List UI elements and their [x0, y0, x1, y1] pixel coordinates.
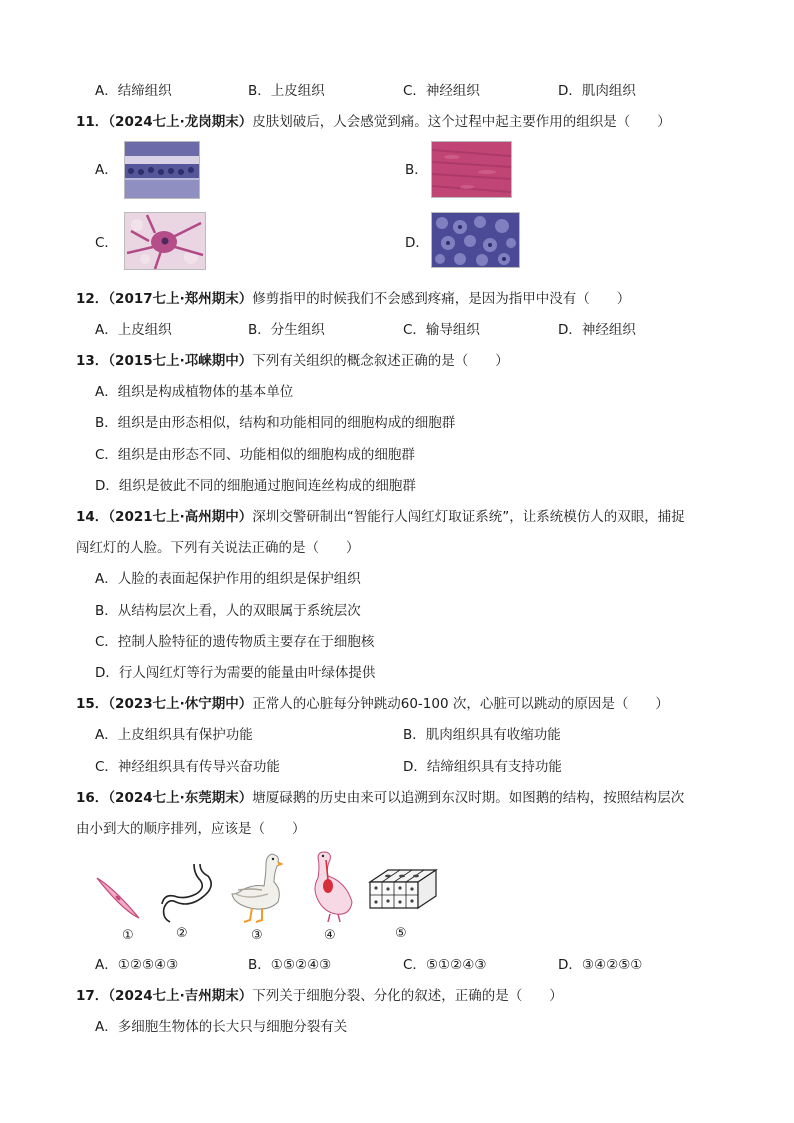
q13-option-a: A．组织是构成植物体的基本单位 [95, 384, 294, 400]
q12-option-a: A．上皮组织 [95, 322, 172, 338]
question-number: 13． [76, 353, 109, 369]
question-text: 皮肤划破后，人会感觉到痛。这个过程中起主要作用的组织是（ ） [252, 114, 671, 130]
question-number: 14． [76, 509, 109, 525]
epithelium-micrograph-icon[interactable] [124, 141, 200, 199]
q16-option-a: A．①②⑤④③ [95, 957, 179, 973]
connective-micrograph-icon[interactable] [431, 212, 520, 268]
q10-option-d: D．肌肉组织 [558, 83, 636, 99]
question-source: （2015七上·邛崃期中） [108, 353, 253, 369]
q16-stem-line2: 由小到大的顺序排列，应该是（ ） [76, 821, 306, 837]
epithelial-tissue-icon [368, 868, 438, 914]
q14-stem-line2: 闯红灯的人脸。下列有关说法正确的是（ ） [76, 540, 360, 556]
question-source: （2023七上·休宁期中） [108, 696, 253, 712]
question-text: 修剪指甲的时候我们不会感到疼痛，是因为指甲中没有（ ） [252, 291, 631, 307]
q17-stem [76, 986, 563, 1006]
question-text: 正常人的心脏每分钟跳动60-100 次，心脏可以跳动的原因是（ ） [252, 696, 669, 712]
q16-figure [94, 850, 440, 946]
figure-label-4: ④ [324, 928, 336, 943]
neuron-micrograph-icon[interactable] [124, 212, 206, 270]
q14-option-d: D．行人闯红灯等行为需要的能量由叶绿体提供 [95, 665, 376, 681]
figure-label-5: ⑤ [395, 926, 407, 941]
q14-option-b: B．从结构层次上看，人的双眼属于系统层次 [95, 603, 361, 619]
q11-stem [76, 112, 671, 132]
q15-stem [76, 694, 669, 714]
q16-option-d: D．③④②⑤① [558, 957, 643, 973]
q17-option-a: A．多细胞生物体的长大只与细胞分裂有关 [95, 1019, 348, 1035]
question-source: （2024七上·龙岗期末） [108, 114, 253, 130]
goose-anatomy-icon [306, 850, 358, 922]
figure-label-1: ① [122, 928, 134, 943]
q13-option-d: D．组织是彼此不同的细胞通过胞间连丝构成的细胞群 [95, 478, 416, 494]
question-text: 下列关于细胞分裂、分化的叙述，正确的是（ ） [252, 988, 563, 1004]
q11-label-a: A． [95, 162, 118, 178]
q10-option-b: B．上皮组织 [248, 83, 325, 99]
q14-option-a: A．人脸的表面起保护作用的组织是保护组织 [95, 571, 361, 587]
question-number: 15． [76, 696, 109, 712]
question-text: 塘厦碌鹅的历史由来可以追溯到东汉时期。如图鹅的结构，按照结构层次 [252, 790, 685, 806]
q12-option-d: D．神经组织 [558, 322, 636, 338]
question-source: （2024七上·东莞期末） [108, 790, 253, 806]
question-number: 16． [76, 790, 109, 806]
q11-label-b: B． [405, 162, 428, 178]
q13-option-c: C．组织是由形态不同、功能相似的细胞构成的细胞群 [95, 447, 415, 463]
q16-option-c: C．⑤①②④③ [403, 957, 487, 973]
q15-option-c: C．神经组织具有传导兴奋功能 [95, 759, 280, 775]
q12-option-c: C．输导组织 [403, 322, 480, 338]
q13-stem [76, 351, 509, 371]
q10-option-a: A．结缔组织 [95, 83, 172, 99]
q13-option-b: B．组织是由形态相似，结构和功能相同的细胞构成的细胞群 [95, 415, 456, 431]
question-number: 17． [76, 988, 109, 1004]
question-source: （2017七上·郑州期末） [108, 291, 253, 307]
goose-icon [228, 850, 288, 926]
q11-label-c: C． [95, 235, 118, 251]
q15-option-d: D．结缔组织具有支持功能 [403, 759, 562, 775]
question-source: （2021七上·高州期中） [108, 509, 253, 525]
q14-stem [76, 507, 685, 527]
q14-option-c: C．控制人脸特征的遗传物质主要存在于细胞核 [95, 634, 375, 650]
question-text: 深圳交警研制出“智能行人闯红灯取证系统”，让系统模仿人的双眼，捕捉 [252, 509, 685, 525]
figure-label-2: ② [176, 926, 188, 941]
q11-label-d: D． [405, 235, 429, 251]
figure-label-3: ③ [251, 928, 263, 943]
question-text: 下列有关组织的概念叙述正确的是（ ） [252, 353, 509, 369]
question-number: 12． [76, 291, 109, 307]
q12-option-b: B．分生组织 [248, 322, 325, 338]
muscle-cell-icon [94, 874, 142, 922]
q10-option-c: C．神经组织 [403, 83, 480, 99]
muscle-micrograph-icon[interactable] [431, 141, 512, 198]
q16-option-b: B．①⑤②④③ [248, 957, 332, 973]
q16-stem [76, 788, 684, 808]
q12-stem [76, 289, 630, 309]
q15-option-a: A．上皮组织具有保护功能 [95, 727, 253, 743]
question-number: 11． [76, 114, 109, 130]
question-source: （2024七上·吉州期末） [108, 988, 253, 1004]
q15-option-b: B．肌肉组织具有收缩功能 [403, 727, 561, 743]
stomach-icon [160, 862, 218, 926]
